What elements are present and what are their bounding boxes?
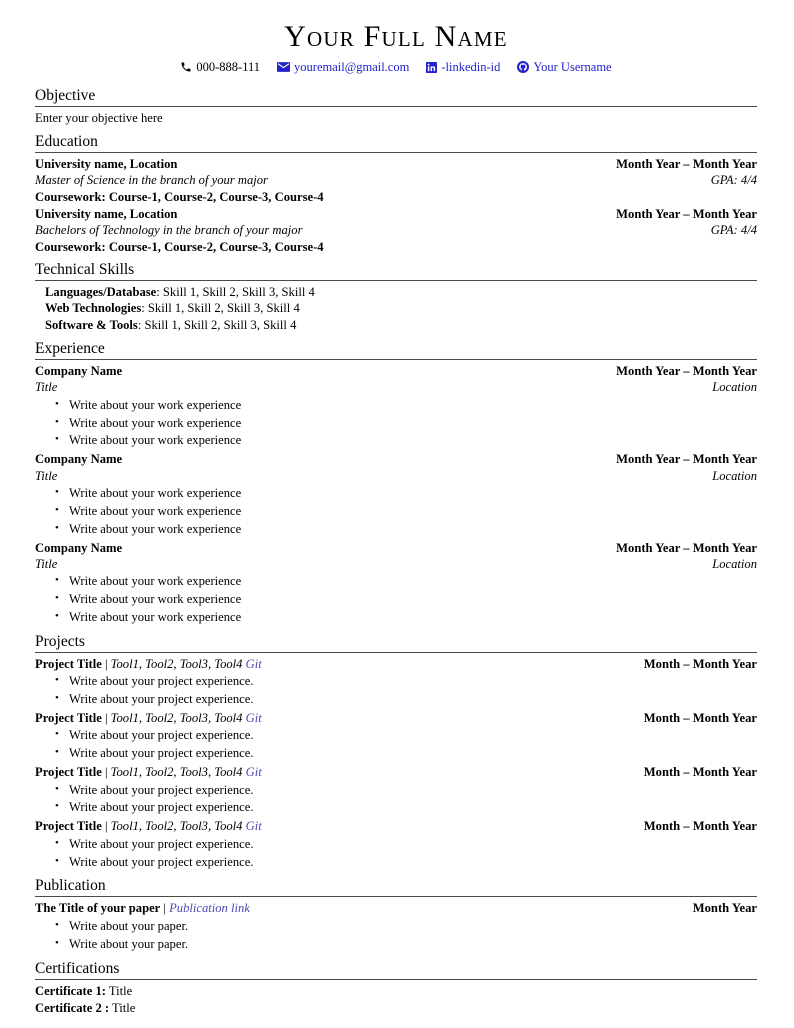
- experience-entry-subheader: [35, 379, 757, 395]
- section-rule: [35, 280, 757, 281]
- skill-values: Skill 1, Skill 2, Skill 3, Skill 4: [162, 284, 315, 299]
- project-tools: Tool1, Tool2, Tool3, Tool4: [110, 765, 243, 780]
- skill-values: Skill 1, Skill 2, Skill 3, Skill 4: [147, 301, 300, 316]
- linkedin-icon: [426, 62, 437, 73]
- project-dates: Month – Month Year: [643, 656, 757, 671]
- experience-company: Company Name: [35, 452, 123, 467]
- project-repo-link[interactable]: Git: [245, 711, 262, 726]
- project-title: Project Title: [35, 819, 102, 834]
- project-title-line: [35, 818, 262, 834]
- list-item: • Write about your work experience: [35, 521, 757, 539]
- section-heading-objective: Objective: [35, 86, 96, 104]
- education-coursework: [35, 189, 757, 205]
- section-rule: [35, 652, 757, 653]
- list-item: • Write about your project experience.: [35, 799, 757, 817]
- list-item: • Write about your work experience: [35, 609, 757, 627]
- education-entry-subheader: [35, 172, 757, 188]
- experience-entry-header: [35, 363, 757, 379]
- list-item: • Write about your work experience: [35, 415, 757, 433]
- list-item: • Write about your project experience.: [35, 691, 757, 709]
- project-title: Project Title: [35, 711, 102, 726]
- experience-company: Company Name: [35, 363, 123, 378]
- experience-entry-header: [35, 540, 757, 556]
- publication-entry: [35, 900, 757, 953]
- list-item: • Write about your paper.: [35, 918, 757, 936]
- experience-bullets: [35, 573, 757, 627]
- experience-role: Title: [35, 556, 58, 571]
- certification-row: [35, 983, 757, 1000]
- list-item: • Write about your work experience: [35, 503, 757, 521]
- list-item: • Write about your work experience: [35, 573, 757, 591]
- project-dates: Month – Month Year: [643, 711, 757, 726]
- contact-phone[interactable]: [180, 60, 260, 75]
- education-entry-header: [35, 156, 757, 172]
- contact-email[interactable]: [277, 60, 409, 75]
- project-repo-link[interactable]: Git: [245, 765, 262, 780]
- section-technical-skills: [35, 258, 757, 334]
- experience-dates: Month Year – Month Year: [616, 540, 757, 555]
- contact-email-label: youremail@gmail.com: [294, 59, 410, 74]
- certification-label: Certificate 1: [35, 983, 102, 998]
- list-item: • Write about your project experience.: [35, 673, 757, 691]
- education-coursework: [35, 239, 757, 255]
- section-rule: [35, 359, 757, 360]
- contact-linkedin-label: -linkedin-id: [441, 59, 501, 74]
- phone-icon: [180, 61, 192, 73]
- education-entry: [35, 156, 757, 205]
- publication-entry-header: [35, 900, 757, 916]
- experience-location: Location: [712, 380, 757, 395]
- project-title-line: [35, 764, 262, 780]
- project-dates: Month – Month Year: [643, 819, 757, 834]
- skill-category: Software & Tools: [45, 318, 138, 333]
- project-entry: [35, 710, 757, 763]
- certification-value: Title: [108, 983, 133, 998]
- project-dates: Month – Month Year: [643, 765, 757, 780]
- project-tools: Tool1, Tool2, Tool3, Tool4: [110, 711, 243, 726]
- education-dates: Month Year – Month Year: [616, 156, 757, 171]
- list-item: • Write about your work experience: [35, 591, 757, 609]
- project-tools: Tool1, Tool2, Tool3, Tool4: [110, 656, 243, 671]
- education-school: University name, Location: [35, 156, 178, 171]
- education-degree: Master of Science in the branch of your major: [35, 173, 268, 188]
- education-entry: [35, 206, 757, 255]
- project-entry-header: [35, 656, 757, 672]
- section-certifications: [35, 957, 757, 1017]
- publication-link[interactable]: Publication link: [169, 901, 250, 916]
- section-projects: [35, 630, 757, 871]
- skill-category: Languages/Database: [45, 284, 157, 299]
- skill-row: [35, 317, 757, 334]
- experience-entry: [35, 540, 757, 627]
- section-heading-certifications: Certifications: [35, 959, 120, 977]
- skill-category: Web Technologies: [45, 301, 142, 316]
- education-gpa: GPA: 4/4: [710, 173, 757, 188]
- project-entry-header: [35, 764, 757, 780]
- section-heading-projects: Projects: [35, 632, 85, 650]
- experience-entry-subheader: [35, 556, 757, 572]
- project-title-line: [35, 710, 262, 726]
- education-coursework-label: Coursework:: [35, 239, 106, 254]
- section-education: [35, 130, 757, 255]
- experience-entry-header: [35, 451, 757, 467]
- project-title: Project Title: [35, 656, 102, 671]
- certification-value: Title: [112, 1000, 136, 1015]
- project-entry: [35, 818, 757, 871]
- contact-phone-label: 000-888-111: [196, 59, 261, 74]
- list-item: • Write about your project experience.: [35, 745, 757, 763]
- education-degree: Bachelors of Technology in the branch of your major: [35, 223, 303, 238]
- section-heading-experience: Experience: [35, 339, 105, 357]
- list-item: • Write about your project experience.: [35, 782, 757, 800]
- project-separator: |: [104, 765, 108, 780]
- education-coursework-list: Course-1, Course-2, Course-3, Course-4: [108, 189, 324, 204]
- experience-location: Location: [712, 556, 757, 571]
- project-repo-link[interactable]: Git: [245, 819, 262, 834]
- project-entry: [35, 764, 757, 817]
- project-title: Project Title: [35, 765, 102, 780]
- section-heading-publication: Publication: [35, 877, 106, 895]
- project-separator: |: [104, 711, 108, 726]
- certification-separator: :: [101, 983, 106, 998]
- skill-row: [35, 284, 757, 301]
- education-school: University name, Location: [35, 206, 178, 221]
- project-separator: |: [104, 819, 108, 834]
- contact-github[interactable]: [517, 60, 611, 75]
- section-rule: [35, 106, 757, 107]
- certification-separator: :: [101, 1000, 110, 1015]
- experience-entry: [35, 363, 757, 450]
- skill-colon: :: [141, 301, 145, 316]
- education-coursework-label: Coursework:: [35, 189, 106, 204]
- education-gpa: GPA: 4/4: [710, 223, 757, 238]
- project-bullets: [35, 836, 757, 872]
- project-repo-link[interactable]: Git: [245, 656, 262, 671]
- project-bullets: [35, 727, 757, 763]
- project-bullets: [35, 782, 757, 818]
- publication-bullets: [35, 918, 757, 954]
- certification-row: [35, 1000, 757, 1017]
- experience-bullets: [35, 397, 757, 451]
- publication-dates: Month Year: [692, 901, 757, 916]
- experience-role: Title: [35, 380, 58, 395]
- experience-entry-subheader: [35, 468, 757, 484]
- skill-values: Skill 1, Skill 2, Skill 3, Skill 4: [144, 318, 297, 333]
- publication-separator: |: [163, 901, 166, 916]
- education-coursework-list: Course-1, Course-2, Course-3, Course-4: [108, 239, 324, 254]
- email-icon: [277, 62, 290, 72]
- section-heading-skills: Technical Skills: [35, 260, 135, 278]
- project-bullets: [35, 673, 757, 709]
- experience-bullets: [35, 485, 757, 539]
- objective-text: Enter your objective here: [35, 110, 163, 125]
- section-rule: [35, 152, 757, 153]
- project-title-line: [35, 656, 262, 672]
- list-item: • Write about your project experience.: [35, 836, 757, 854]
- github-icon: [517, 61, 529, 73]
- experience-dates: Month Year – Month Year: [616, 452, 757, 467]
- publication-title-line: [35, 900, 250, 916]
- project-separator: |: [104, 656, 108, 671]
- experience-location: Location: [712, 468, 757, 483]
- contact-github-label: Your Username: [533, 59, 612, 74]
- list-item: • Write about your paper.: [35, 936, 757, 954]
- certification-label: Certificate 2: [35, 1000, 102, 1015]
- education-entry-header: [35, 206, 757, 222]
- list-item: • Write about your project experience.: [35, 727, 757, 745]
- project-entry: [35, 656, 757, 709]
- education-dates: Month Year – Month Year: [616, 206, 757, 221]
- skill-colon: :: [156, 284, 160, 299]
- section-heading-education: Education: [35, 132, 98, 150]
- list-item: • Write about your work experience: [35, 485, 757, 503]
- contact-bar: [35, 60, 757, 75]
- list-item: • Write about your work experience: [35, 397, 757, 415]
- publication-title: The Title of your paper: [35, 901, 161, 916]
- list-item: • Write about your work experience: [35, 432, 757, 450]
- section-objective: [35, 84, 757, 127]
- section-rule: [35, 896, 757, 897]
- section-rule: [35, 979, 757, 980]
- experience-dates: Month Year – Month Year: [616, 363, 757, 378]
- skill-colon: :: [137, 318, 142, 333]
- experience-entry: [35, 451, 757, 538]
- page-title: Your Full Name: [284, 20, 508, 53]
- section-publication: [35, 874, 757, 953]
- education-entry-subheader: [35, 222, 757, 238]
- section-experience: [35, 337, 757, 627]
- project-tools: Tool1, Tool2, Tool3, Tool4: [110, 819, 243, 834]
- list-item: • Write about your project experience.: [35, 854, 757, 872]
- project-entry-header: [35, 818, 757, 834]
- skill-row: [35, 300, 757, 317]
- experience-company: Company Name: [35, 540, 123, 555]
- project-entry-header: [35, 710, 757, 726]
- contact-linkedin[interactable]: [426, 60, 500, 75]
- experience-role: Title: [35, 468, 58, 483]
